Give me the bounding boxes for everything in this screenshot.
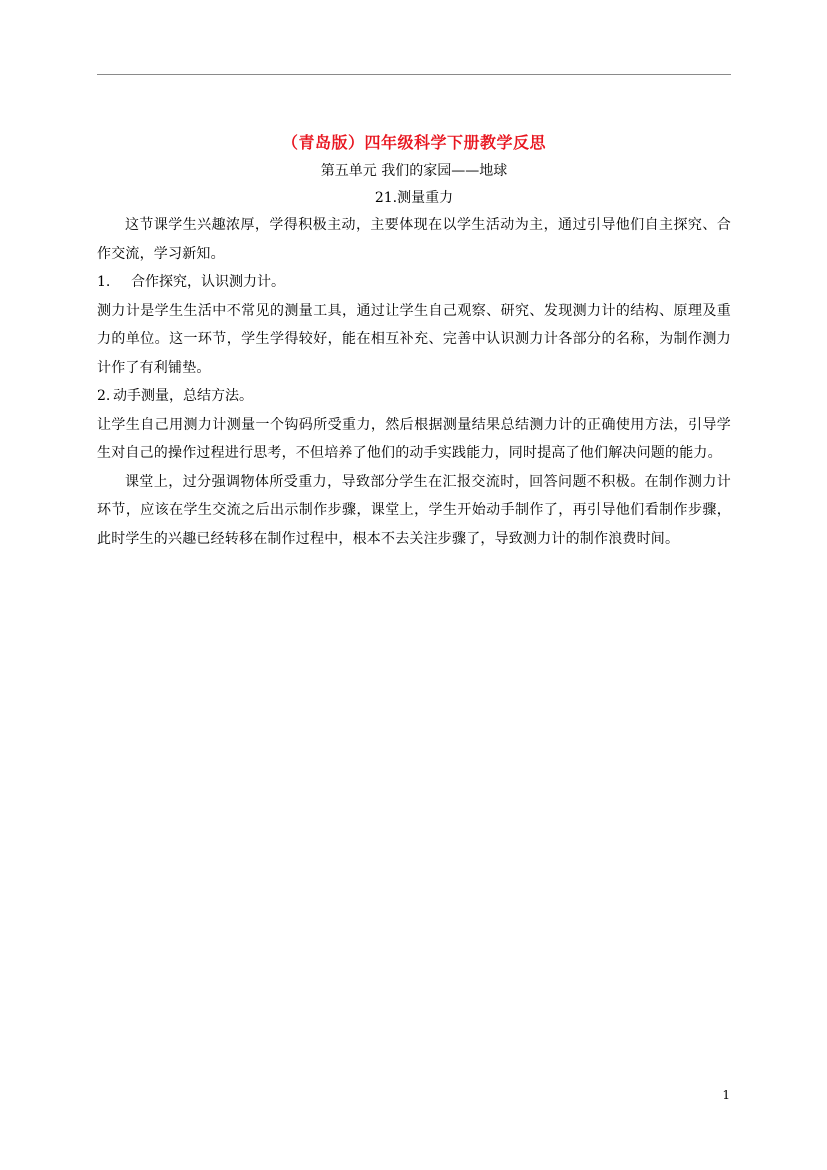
header-rule <box>97 74 731 75</box>
section-2-heading-text: 动手测量，总结方法。 <box>113 388 253 404</box>
section-2-body: 让学生自己用测力计测量一个钩码所受重力，然后根据测量结果总结测力计的正确使用方法，引导学生对自己的操作过程进行思考，不但培养了他们的动手实践能力，同时提高了他们解决问题的能力。 <box>97 416 731 461</box>
section-1-number: 1. <box>97 274 111 290</box>
section-1-heading <box>97 268 731 297</box>
document-body <box>97 128 731 553</box>
document-title: （青岛版）四年级科学下册教学反思 <box>281 133 546 152</box>
lesson-subtitle: 21.测量重力 <box>374 190 454 206</box>
intro-paragraph: 这节课学生兴趣浓厚，学得积极主动，主要体现在以学生活动为主，通过引导他们自主探究、合作交流，学习新知。 <box>97 217 731 262</box>
section-1-heading-text: 合作探究，认识测力计。 <box>131 274 285 290</box>
section-2-number: 2. <box>97 388 111 404</box>
unit-subtitle: 第五单元 我们的家园——地球 <box>320 163 508 179</box>
page-number: 1 <box>722 1088 730 1102</box>
section-2-heading <box>97 382 731 411</box>
section-1-body: 测力计是学生生活中不常见的测量工具，通过让学生自己观察、研究、发现测力计的结构、原理及重力的单位。这一环节，学生学得较好，能在相互补充、完善中认识测力计各部分的名称，为制作测力计作了有利铺垫。 <box>97 302 731 376</box>
closing-paragraph: 课堂上，过分强调物体所受重力，导致部分学生在汇报交流时，回答问题不积极。在制作测力计环节，应该在学生交流之后出示制作步骤，课堂上，学生开始动手制作了，再引导他们看制作步骤，此时学生的兴趣已经转移在制作过程中，根本不去关注步骤了，导致测力计的制作浪费时间。 <box>97 473 731 547</box>
